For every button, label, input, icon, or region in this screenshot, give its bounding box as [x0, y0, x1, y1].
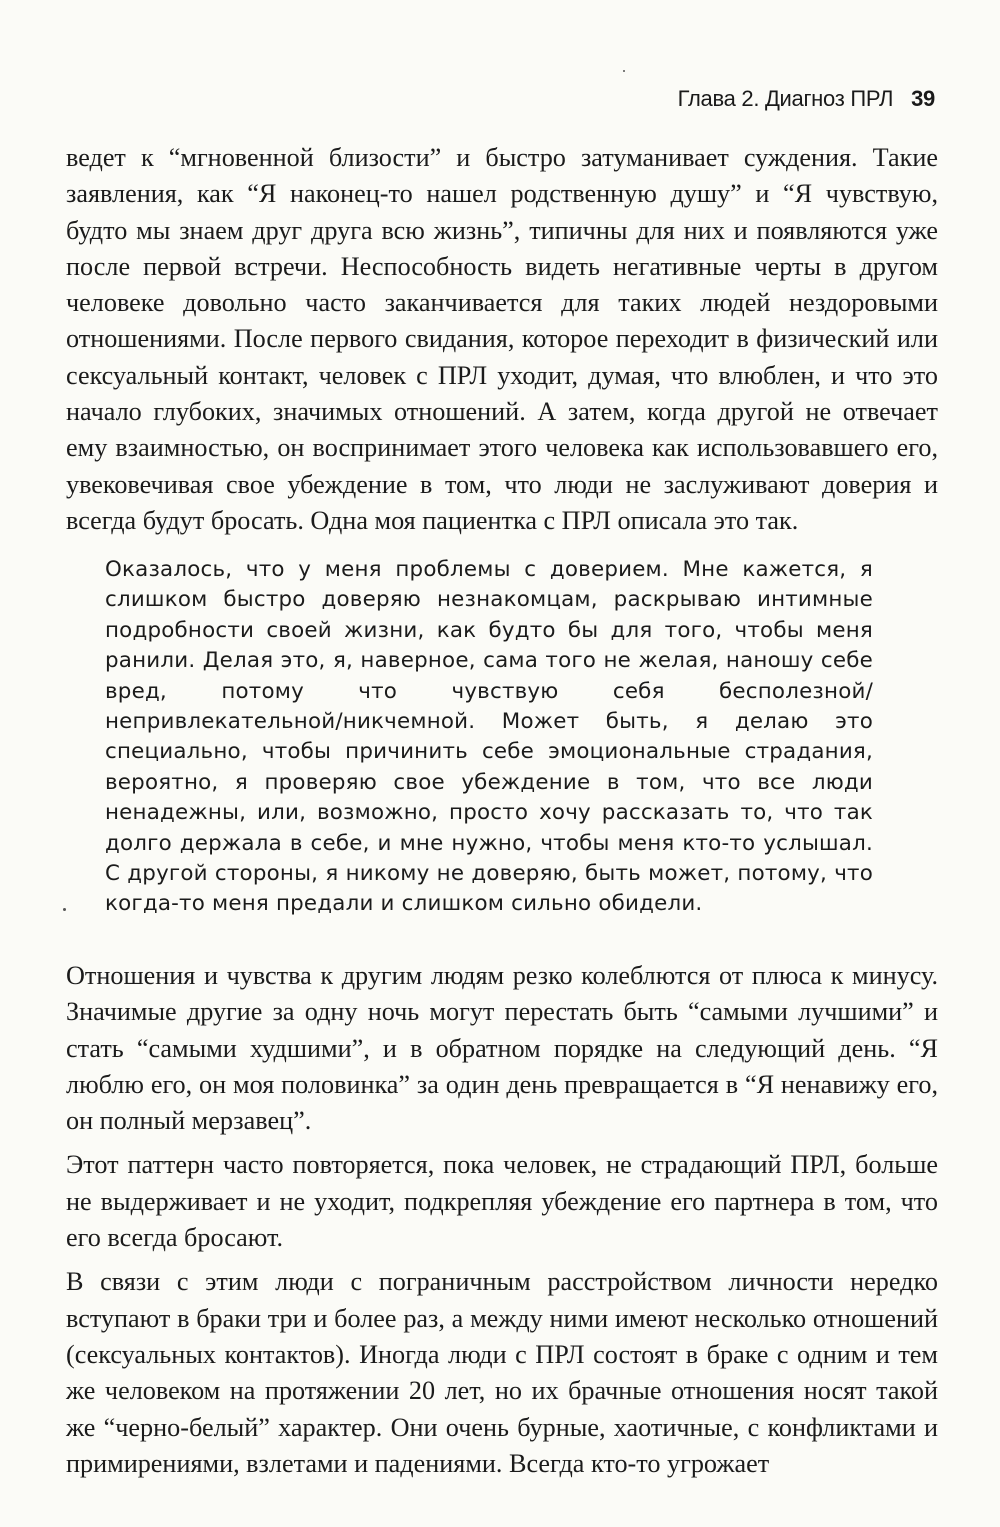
paragraph-1: ведет к “мгновенной близости” и быстро затуманивает суждения. Такие заявления, как “Я наконец-то нашел родственную душу” и “Я чувствую, будто мы знаем друг друга всю жизнь”, типичны для них и появляются уже после первой встречи. Неспособность видеть негативные черты в другом человеке довольно часто заканчивается для таких людей нездоровыми отношениями. После первого свидания, которое переходит в физический или сексуальный контакт, человек с ПРЛ уходит, думая, что влюблен, и что это начало глубоких, значимых отношений. А затем, когда другой не отвечает ему взаимностью, он воспринимает этого человека как использовавшего его, увековечивая свое убеждение в том, что люди не заслуживают доверия и всегда будут бросать. Одна моя пациентка с ПРЛ описала это так.	[66, 143, 938, 535]
paragraph-2: Отношения и чувства к другим людям резко колеблются от плюса к минусу. Значимые другие за одну ночь могут перестать быть “самыми лучшими” и стать “самыми худшими”, и в обратном порядке на следующий день. “Я люблю его, он моя половинка” за один день превращается в “Я ненавижу его, он полный мерзавец”.	[66, 961, 938, 1136]
running-header	[678, 86, 935, 112]
print-speck	[623, 70, 625, 72]
chapter-title: Глава 2. Диагноз ПРЛ	[677, 86, 894, 111]
paragraph-3: Этот паттерн часто повторяется, пока человек, не страдающий ПРЛ, больше не выдерживает и не уходит, подкрепляя убеждение его партнера в том, что его всегда бросают.	[66, 1150, 938, 1253]
paragraph-4: В связи с этим люди с пограничным расстройством личности нередко вступают в браки три и более раз, а между ними имеют несколько отношений (сексуальных контактов). Иногда люди с ПРЛ состоят в браке с одним и тем же человеком на протяжении 20 лет, но их брачные отношения носят такой же “черно-белый” характер. Они очень бурные, хаотичные, с конфликтами и примирениями, взлетами и падениями. Всегда кто-то угрожает	[66, 1267, 938, 1478]
print-speck	[63, 908, 66, 911]
patient-quote: Оказалось, что у меня проблемы с доверием. Мне кажется, я слишком быстро доверяю незнакомцам, раскрываю интимные подробности своей жизни, как будто бы для того, чтобы меня ранили. Делая это, я, наверное, сама того не желая, наношу себе вред, потому что чувствую себя бесполезной/непривлекательной/никчемной. Может быть, я делаю это специально, чтобы причинить себе эмоциональные страдания, вероятно, я проверяю свое убеждение в том, что все люди ненадежны, или, возможно, просто хочу рассказать то, что так долго держала в себе, и мне нужно, чтобы меня кто-то услышал. С другой стороны, я никому не доверяю, быть может, потому, что когда-то меня предали и слишком сильно обидели.	[105, 557, 873, 917]
body-continuation	[66, 958, 938, 1490]
page-number: 39	[911, 86, 935, 111]
